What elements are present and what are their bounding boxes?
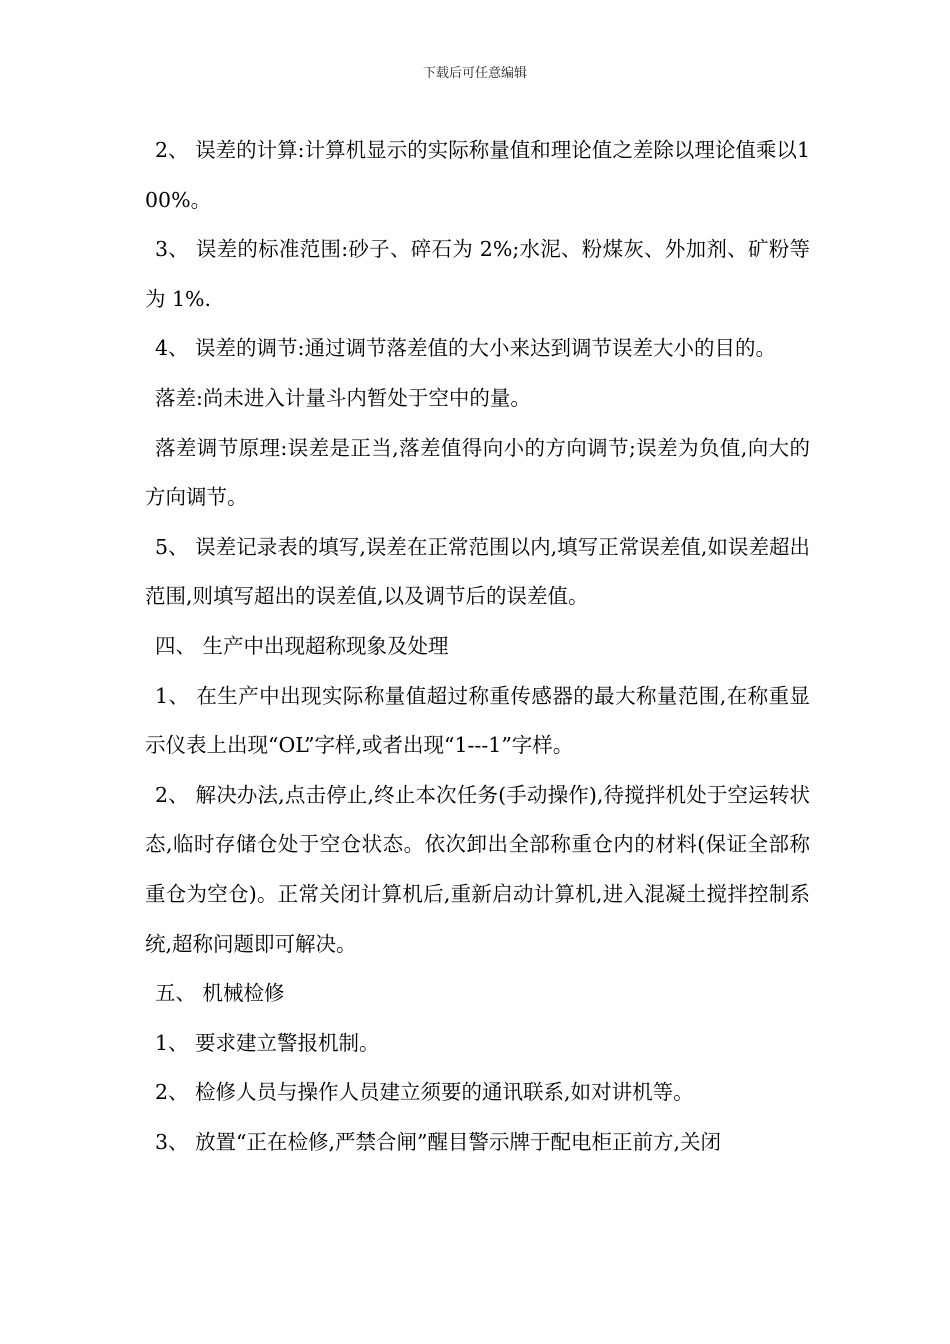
paragraph-warning-sign: 3、 放置“正在检修,严禁合闸”醒目警示牌于配电柜正前方,关闭 <box>155 1129 722 1154</box>
paragraph-drop-adjustment-principle: 落差调节原理:误差是正当,落差值得向小的方向调节;误差为负值,向大的方向调节。 <box>145 435 810 510</box>
page-bottom-margin <box>0 1240 950 1344</box>
paragraph-overweight-symptom: 1、 在生产中出现实际称量值超过称重传感器的最大称量范围,在称重显示仪表上出现“OL”字样,或者出现“1---1”字样。 <box>145 683 810 758</box>
page-header: 下载后可任意编辑 <box>422 66 527 81</box>
section-heading-overweight: 四、 生产中出现超称现象及处理 <box>155 633 449 658</box>
document-body <box>145 126 810 1167</box>
paragraph-alarm-mechanism: 1、 要求建立警报机制。 <box>155 1030 380 1055</box>
paragraph-error-adjustment: 4、 误差的调节:通过调节落差值的大小来达到调节误差大小的目的。 <box>155 336 776 361</box>
paragraph-error-standard-range: 3、 误差的标准范围:砂子、碎石为 2%;水泥、粉煤灰、外加剂、矿粉等为 1%. <box>145 237 810 311</box>
paragraph-overweight-solution: 2、 解决办法,点击停止,终止本次任务(手动操作),待搅拌机处于空运转状态,临时存储仓处于空仓状态。依次卸出全部称重仓内的材料(保证全部称重仓为空仓)。正常关闭计算机后,重新启动计算机,进入混凝土搅拌控制系统,超称问题即可解决。 <box>145 782 810 956</box>
paragraph-drop-definition: 落差:尚未进入计量斗内暂处于空中的量。 <box>155 385 531 410</box>
paragraph-communication: 2、 检修人员与操作人员建立须要的通讯联系,如对讲机等。 <box>155 1080 694 1105</box>
paragraph-error-record-form: 5、 误差记录表的填写,误差在正常范围以内,填写正常误差值,如误差超出范围,则填写超出的误差值,以及调节后的误差值。 <box>145 534 810 609</box>
paragraph-error-calculation: 2、 误差的计算:计算机显示的实际称量值和理论值之差除以理论值乘以100%。 <box>145 138 810 212</box>
section-heading-maintenance: 五、 机械检修 <box>155 981 285 1006</box>
